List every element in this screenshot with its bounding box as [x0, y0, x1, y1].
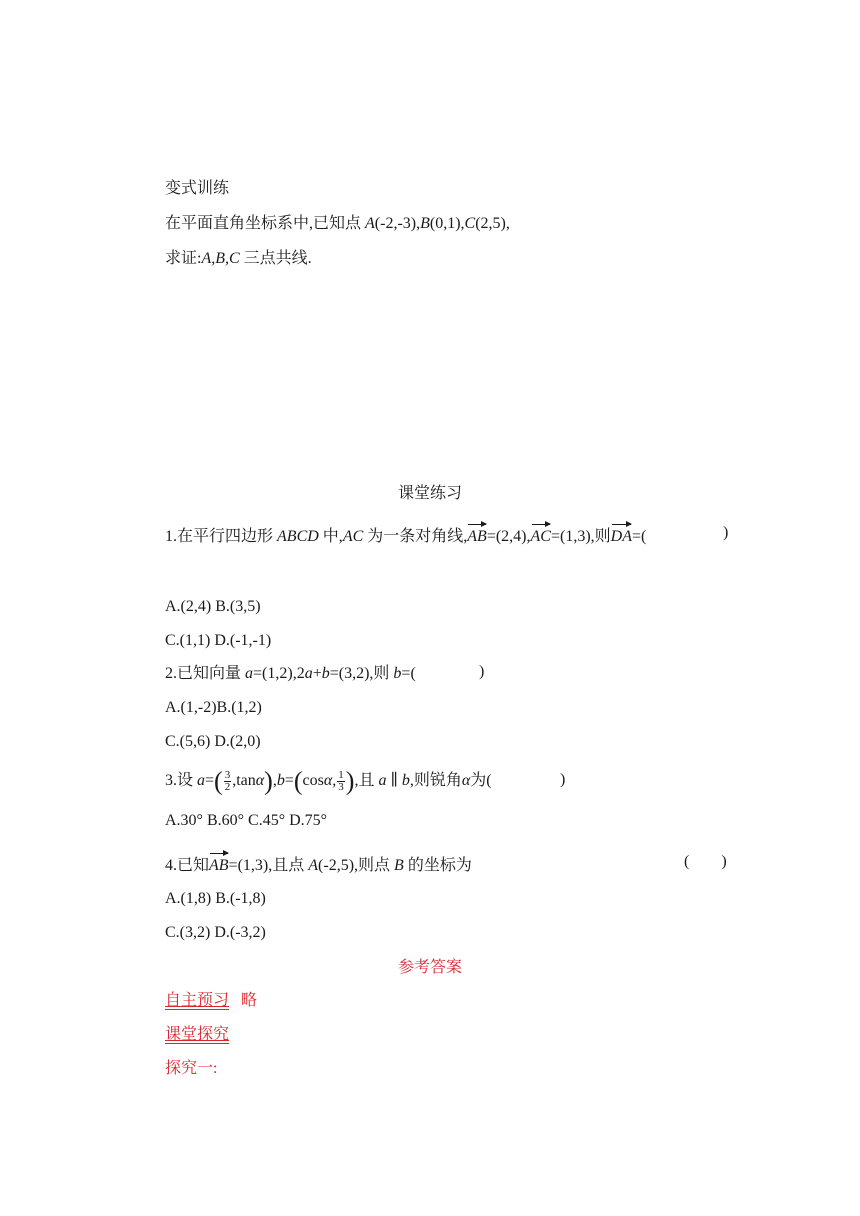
question-2-close: )	[479, 663, 485, 680]
question-1-close: )	[723, 524, 729, 541]
question-2: 2.已知向量 a=(1,2),2a+b=(3,2),则 b=(	[165, 665, 416, 682]
preview-label: 自主预习	[165, 992, 230, 1009]
question-1-options-cd: C.(1,1) D.(-1,-1)	[165, 632, 272, 649]
answers-title: 参考答案	[397, 959, 462, 976]
answer-explore-label: 课堂探究	[165, 1026, 230, 1043]
question-2-options-ab: A.(1,-2)B.(1,2)	[165, 699, 262, 716]
explore-one: 探究一:	[165, 1060, 218, 1077]
variant-problem-line2: 求证:A,B,C 三点共线.	[165, 250, 312, 267]
variant-problem-line1: 在平面直角坐标系中,已知点 A(-2,-3),B(0,1),C(2,5),	[165, 215, 510, 232]
vector-ac: AC	[531, 522, 551, 548]
variant-title: 变式训练	[165, 180, 230, 197]
question-3-close: )	[560, 771, 566, 788]
question-3: 3.设 a=( $\frac{3}{2}$ ,tanα),b=(cosα, $\frac{1}{3}$ ),且 a ∥ b,则锐角α为(	[165, 766, 492, 796]
answer-preview	[165, 990, 257, 1012]
question-1: 1.在平行四边形 ABCD 中,AC 为一条对角线,AB=(2,4),AC=(1,3),则DA=(	[165, 522, 646, 548]
vector-ab-q4: AB	[209, 851, 229, 877]
question-4-options-cd: C.(3,2) D.(-3,2)	[165, 924, 266, 941]
vector-ab: AB	[467, 522, 487, 548]
fraction-1-3: $\frac{1}{3}$	[338, 768, 344, 793]
question-1-options-ab: A.(2,4) B.(3,5)	[165, 598, 261, 615]
practice-title: 课堂练习	[397, 485, 462, 502]
question-3-options: A.30° B.60° C.45° D.75°	[165, 812, 328, 829]
fraction-3-2: $\frac{3}{2}$	[224, 768, 231, 793]
vector-da: DA	[611, 522, 632, 548]
question-4-answer-paren: ( )	[684, 853, 727, 870]
question-4-options-ab: A.(1,8) B.(-1,8)	[165, 890, 266, 907]
question-4: 4.已知AB=(1,3),且点 A(-2,5),则点 B 的坐标为	[165, 851, 472, 877]
question-2-options-cd: C.(5,6) D.(2,0)	[165, 733, 261, 750]
preview-value: 略	[241, 992, 258, 1009]
